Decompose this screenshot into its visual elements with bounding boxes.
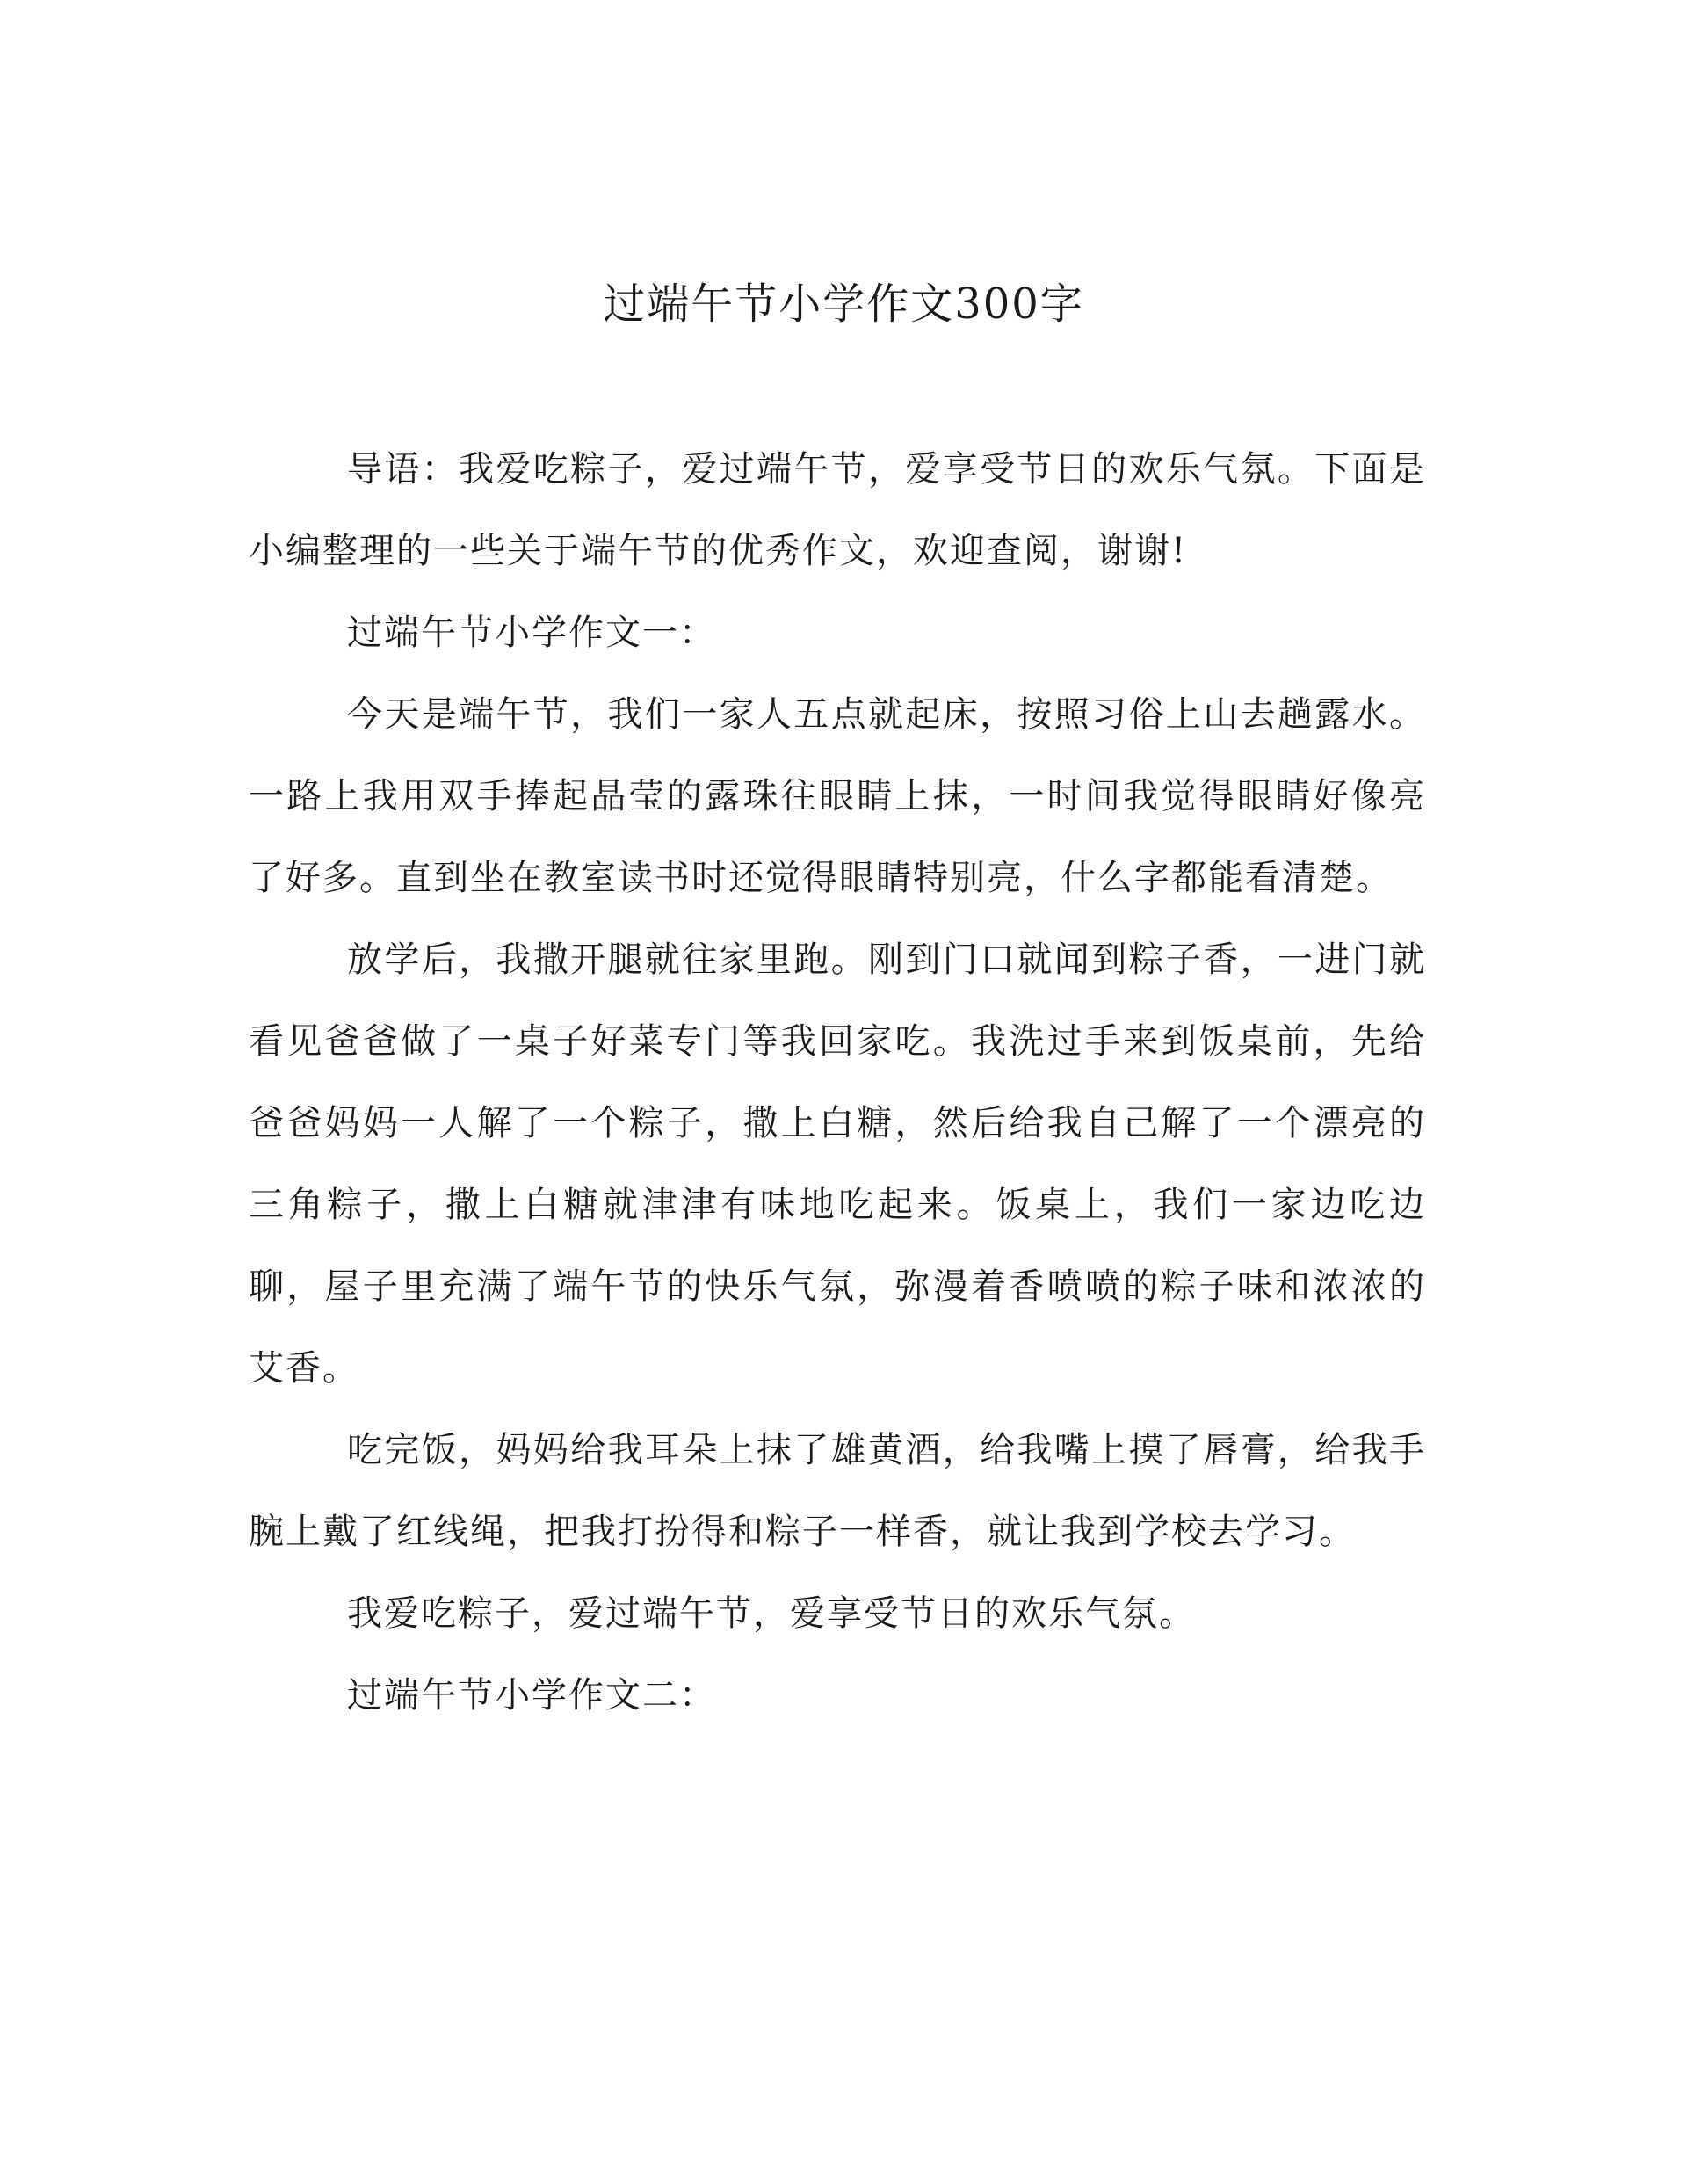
section-heading-two: 过端午节小学作文二： <box>347 1675 716 1716</box>
essay-paragraph: 吃完饭，妈妈给我耳朵上抹了雄黄酒，给我嘴上摸了唇膏，给我手腕上戴了红线绳，把我打扮得和粽子一样香，就让我到学校去学习。 <box>249 1430 1426 1552</box>
document-body <box>249 429 1426 1737</box>
essay-paragraph: 我爱吃粽子，爱过端午节，爱享受节日的欢乐气氛。 <box>347 1593 1196 1634</box>
section-heading-one: 过端午节小学作文一： <box>347 613 716 653</box>
essay-paragraph: 放学后，我撒开腿就往家里跑。刚到门口就闻到粽子香，一进门就看见爸爸做了一桌子好菜专门等我回家吃。我洗过手来到饭桌前，先给爸爸妈妈一人解了一个粽子，撒上白糖，然后给我自己解了一个漂亮的三角粽子，撒上白糖就津津有味地吃起来。饭桌上，我们一家边吃边聊，屋子里充满了端午节的快乐气氛，弥漫着香喷喷的粽子味和浓浓的艾香。 <box>249 940 1426 1389</box>
document-title: 过端午节小学作文300字 <box>603 279 1084 329</box>
intro-paragraph: 导语：我爱吃粽子，爱过端午节，爱享受节日的欢乐气氛。下面是小编整理的一些关于端午节的优秀作文，欢迎查阅，谢谢! <box>249 449 1426 571</box>
essay-paragraph: 今天是端午节，我们一家人五点就起床，按照习俗上山去趟露水。一路上我用双手捧起晶莹的露珠往眼睛上抹，一时间我觉得眼睛好像亮了好多。直到坐在教室读书时还觉得眼睛特别亮，什么字都能看清楚。 <box>249 694 1426 898</box>
